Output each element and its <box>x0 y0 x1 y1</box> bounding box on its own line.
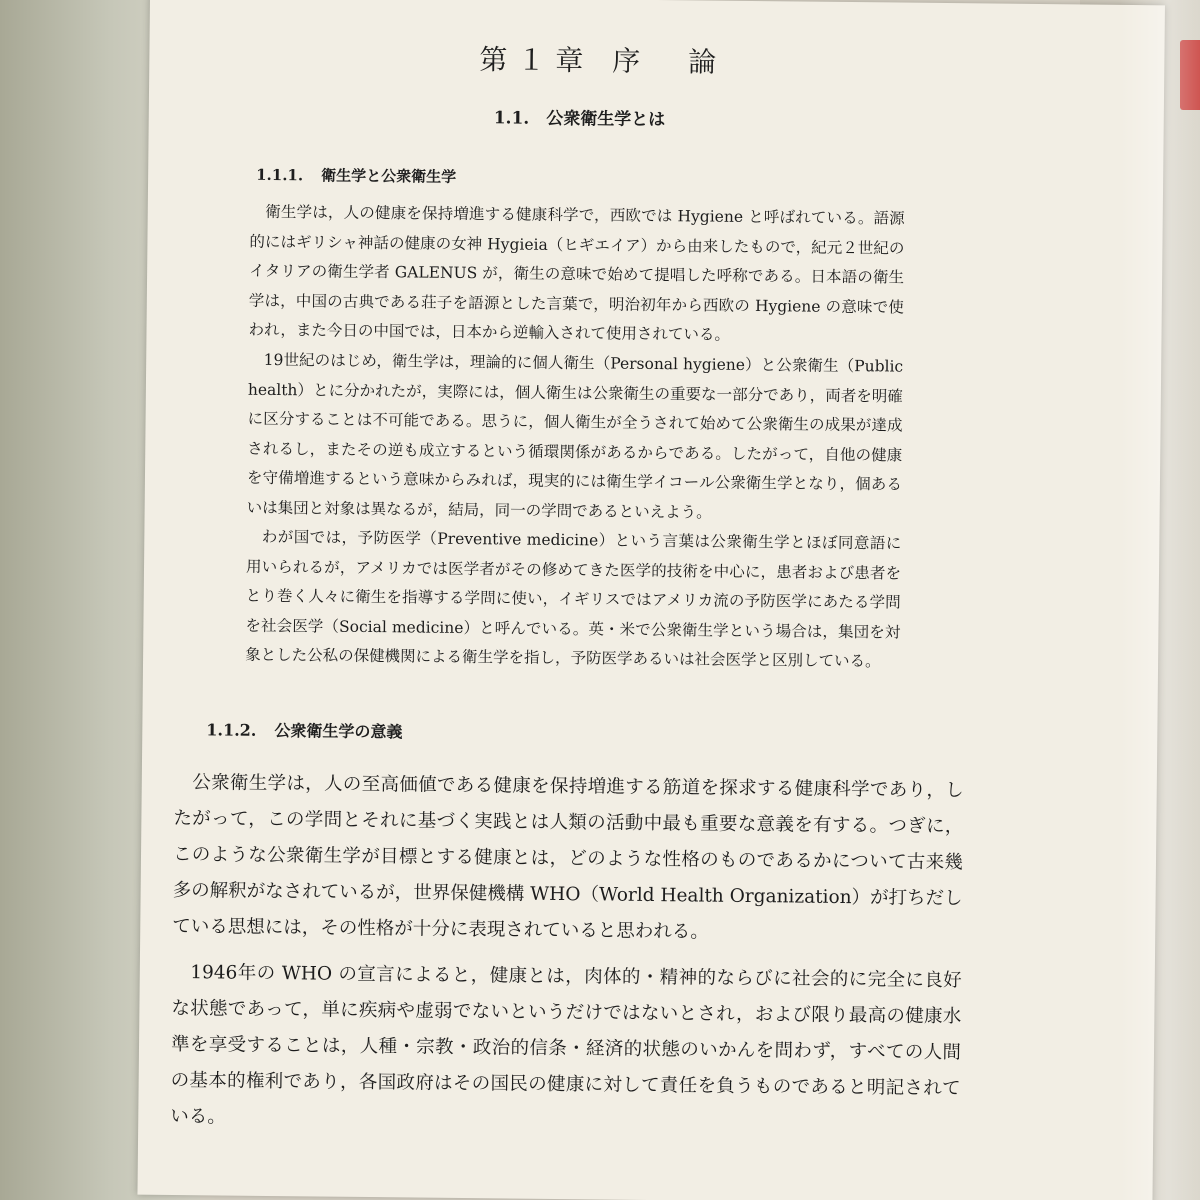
book-page <box>137 0 1165 1200</box>
section-title: 1.1. 公衆衛生学とは <box>493 108 666 131</box>
subsection-number: 1.1.2. <box>206 720 257 740</box>
chapter-title: 第１章 序 論 <box>479 43 727 79</box>
paragraph-preventive-medicine: わが国では，予防医学（Preventive medicine）という言葉は公衆衛生学とほぼ同意語に用いられるが，アメリカでは医学者がその修めてきた医学的技術を中心に，患者および患者をとり巻く人々に衛生を指導する学問に使い，イギリスではアメリカ流の予防医学にあたる学問を社会医学（Social medicine）と呼んでいる。英・米で公衆衛生学という場合は，集団を対象とした公私の保健機関による衛生学を指し，予防医学あるいは社会医学と区別している。 <box>245 527 902 671</box>
paragraph-personal-public-health: 19世紀のはじめ，衛生学は，理論的に個人衛生（Personal hygiene）と公衆衛生（Public health）とに分かれたが，実際には，個人衛生は公衆衛生の重要な一部分であり，両者を明確に区分することは不可能である。思うに，個人衛生が全うされて始めて公衆衛生の成果が達成されるし，またその逆も成立するという循環関係があるからである。したがって，自他の健康を守備増進するという意味からみれば，現実的には衛生学イコール公衆衛生学となり，個あるいは集団と対象は異なるが，結局，同一の学問であるといえよう。 <box>246 350 904 522</box>
paragraph-hygiene-origin: 衛生学は，人の健康を保持増進する健康科学で，西欧では Hygiene と呼ばれている。語源的にはギリシャ神話の健康の女神 Hygieia（ヒギエイア）から由来したもので，紀元２世紀のイタリアの衛生学者 GALENUS が，衛生の意味で始めて提唱した呼称である。日本語の衛生学は，中国の古典である荘子を語源とした言葉で，明治初年から西欧の Hygiene の意味で使われ，また今日の中国では，日本から逆輸入されて使用されている。 <box>248 202 905 344</box>
subsection-title: 公衆衛生学の意義 <box>274 721 403 742</box>
paragraph-who-declaration: 1946年の WHO の宣言によると，健康とは，肉体的・精神的ならびに社会的に完全に良好な状態であって，単に疾病や虚弱でないというだけではないとされ，および限り最高の健康水準を享受することは，人種・宗教・政治的信条・経済的状態のいかんを問わず，すべての人間の基本的権利であり，各国政府はその国民の健康に対して責任を負うものであると明記されている。 <box>170 962 962 1128</box>
subsection-title: 衛生学と公衆衛生学 <box>321 166 457 186</box>
subsection-number: 1.1.1. <box>256 165 304 185</box>
subsection-heading-1-1-2 <box>206 717 402 742</box>
plastic-sleeve-reflection <box>1120 0 1200 1200</box>
paragraph-significance: 公衆衛生学は，人の至高価値である健康を保持増進する筋道を探求する健康科学であり，したがって，この学問とそれに基づく実践とは人類の活動中最も重要な意義を有する。つぎに，このような公衆衛生学が目標とする健康とは，どのような性格のものであるかについて古来幾多の解釈がなされているが，世界保健機構 WHO（World Health Organization）が打ちだしている思想には，その性格が十分に表現されていると思われる。 <box>172 772 964 943</box>
subsection-heading-1-1-1 <box>256 164 456 187</box>
